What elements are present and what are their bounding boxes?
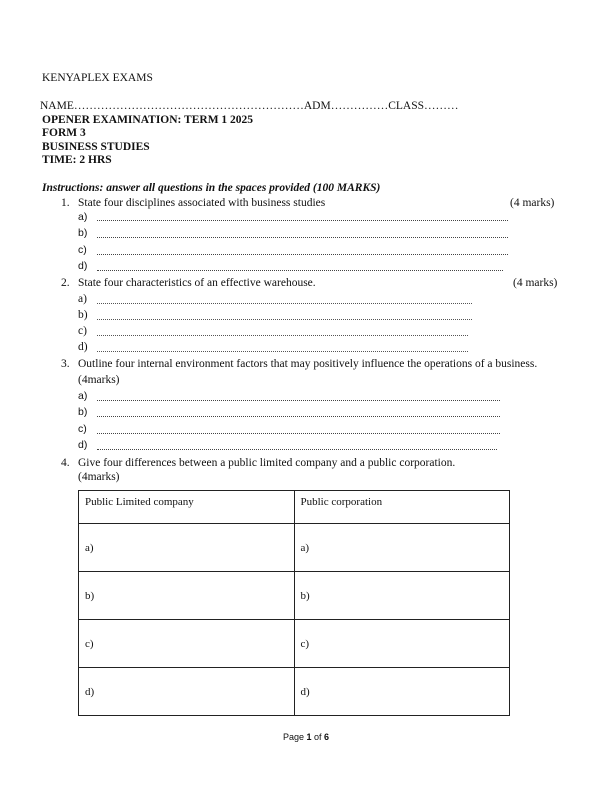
current-page: 1 bbox=[306, 732, 312, 742]
instructions: Instructions: answer all questions in the spaces provided (100 MARKS) bbox=[42, 182, 381, 194]
answer-line[interactable] bbox=[97, 416, 500, 417]
form-label: FORM 3 bbox=[42, 127, 86, 139]
table-row bbox=[79, 620, 510, 668]
answer-line[interactable] bbox=[97, 351, 468, 352]
question-text: Outline four internal environment factors that may positively influence the operations of a business. bbox=[78, 358, 538, 370]
question-number: 3. bbox=[61, 358, 70, 370]
school-name: KENYAPLEX EXAMS bbox=[42, 72, 153, 84]
table-row bbox=[79, 668, 510, 716]
table-row bbox=[79, 572, 510, 620]
name-adm-class-line: NAME……………………………………………………ADM……………CLASS……… bbox=[40, 100, 459, 112]
table-cell[interactable]: a) bbox=[79, 524, 295, 572]
item-label: b) bbox=[78, 227, 88, 239]
question-number: 4. bbox=[61, 457, 70, 469]
answer-line[interactable] bbox=[97, 400, 500, 401]
question-text: Give four differences between a public limited company and a public corporation. bbox=[78, 457, 456, 469]
answer-line[interactable] bbox=[97, 237, 508, 238]
item-label: a) bbox=[78, 211, 88, 223]
item-label: d) bbox=[78, 341, 88, 353]
item-label: b) bbox=[78, 406, 88, 418]
item-label: c) bbox=[78, 423, 87, 435]
answer-line[interactable] bbox=[97, 335, 468, 336]
table-header-row bbox=[79, 491, 510, 524]
table-cell[interactable]: c) bbox=[294, 620, 510, 668]
item-label: a) bbox=[78, 390, 88, 402]
question-text: State four characteristics of an effective warehouse. bbox=[78, 277, 316, 289]
table-cell[interactable]: b) bbox=[79, 572, 295, 620]
question-number: 1. bbox=[61, 197, 70, 209]
column-header: Public Limited company bbox=[79, 491, 295, 524]
item-label: b) bbox=[78, 309, 88, 321]
item-label: d) bbox=[78, 260, 88, 272]
answer-line[interactable] bbox=[97, 254, 508, 255]
page-footer bbox=[0, 732, 612, 742]
table-cell[interactable]: b) bbox=[294, 572, 510, 620]
item-label: a) bbox=[78, 293, 87, 305]
footer-of: of bbox=[311, 732, 325, 742]
question-marks: (4marks) bbox=[78, 471, 120, 483]
question-marks: (4marks) bbox=[78, 374, 120, 386]
comparison-table bbox=[78, 490, 510, 716]
item-label: d) bbox=[78, 439, 88, 451]
answer-line[interactable] bbox=[97, 303, 472, 304]
item-label: c) bbox=[78, 244, 87, 256]
item-label: c) bbox=[78, 325, 87, 337]
table-row bbox=[79, 524, 510, 572]
question-number: 2. bbox=[61, 277, 70, 289]
subject-label: BUSINESS STUDIES bbox=[42, 141, 150, 153]
total-pages: 6 bbox=[324, 732, 330, 742]
table-cell[interactable]: c) bbox=[79, 620, 295, 668]
answer-line[interactable] bbox=[97, 270, 503, 271]
table-cell[interactable]: d) bbox=[294, 668, 510, 716]
answer-line[interactable] bbox=[97, 220, 508, 221]
answer-line[interactable] bbox=[97, 449, 497, 450]
footer-prefix: Page bbox=[282, 732, 307, 742]
table-cell[interactable]: a) bbox=[294, 524, 510, 572]
exam-title: OPENER EXAMINATION: TERM 1 2025 bbox=[42, 114, 254, 126]
answer-line[interactable] bbox=[97, 319, 472, 320]
answer-line[interactable] bbox=[97, 433, 500, 434]
table-cell[interactable]: d) bbox=[79, 668, 295, 716]
time-label: TIME: 2 HRS bbox=[42, 154, 112, 166]
question-marks: (4 marks) bbox=[513, 277, 558, 289]
column-header: Public corporation bbox=[294, 491, 510, 524]
question-marks: (4 marks) bbox=[510, 197, 555, 209]
question-text: State four disciplines associated with business studies bbox=[78, 197, 326, 209]
